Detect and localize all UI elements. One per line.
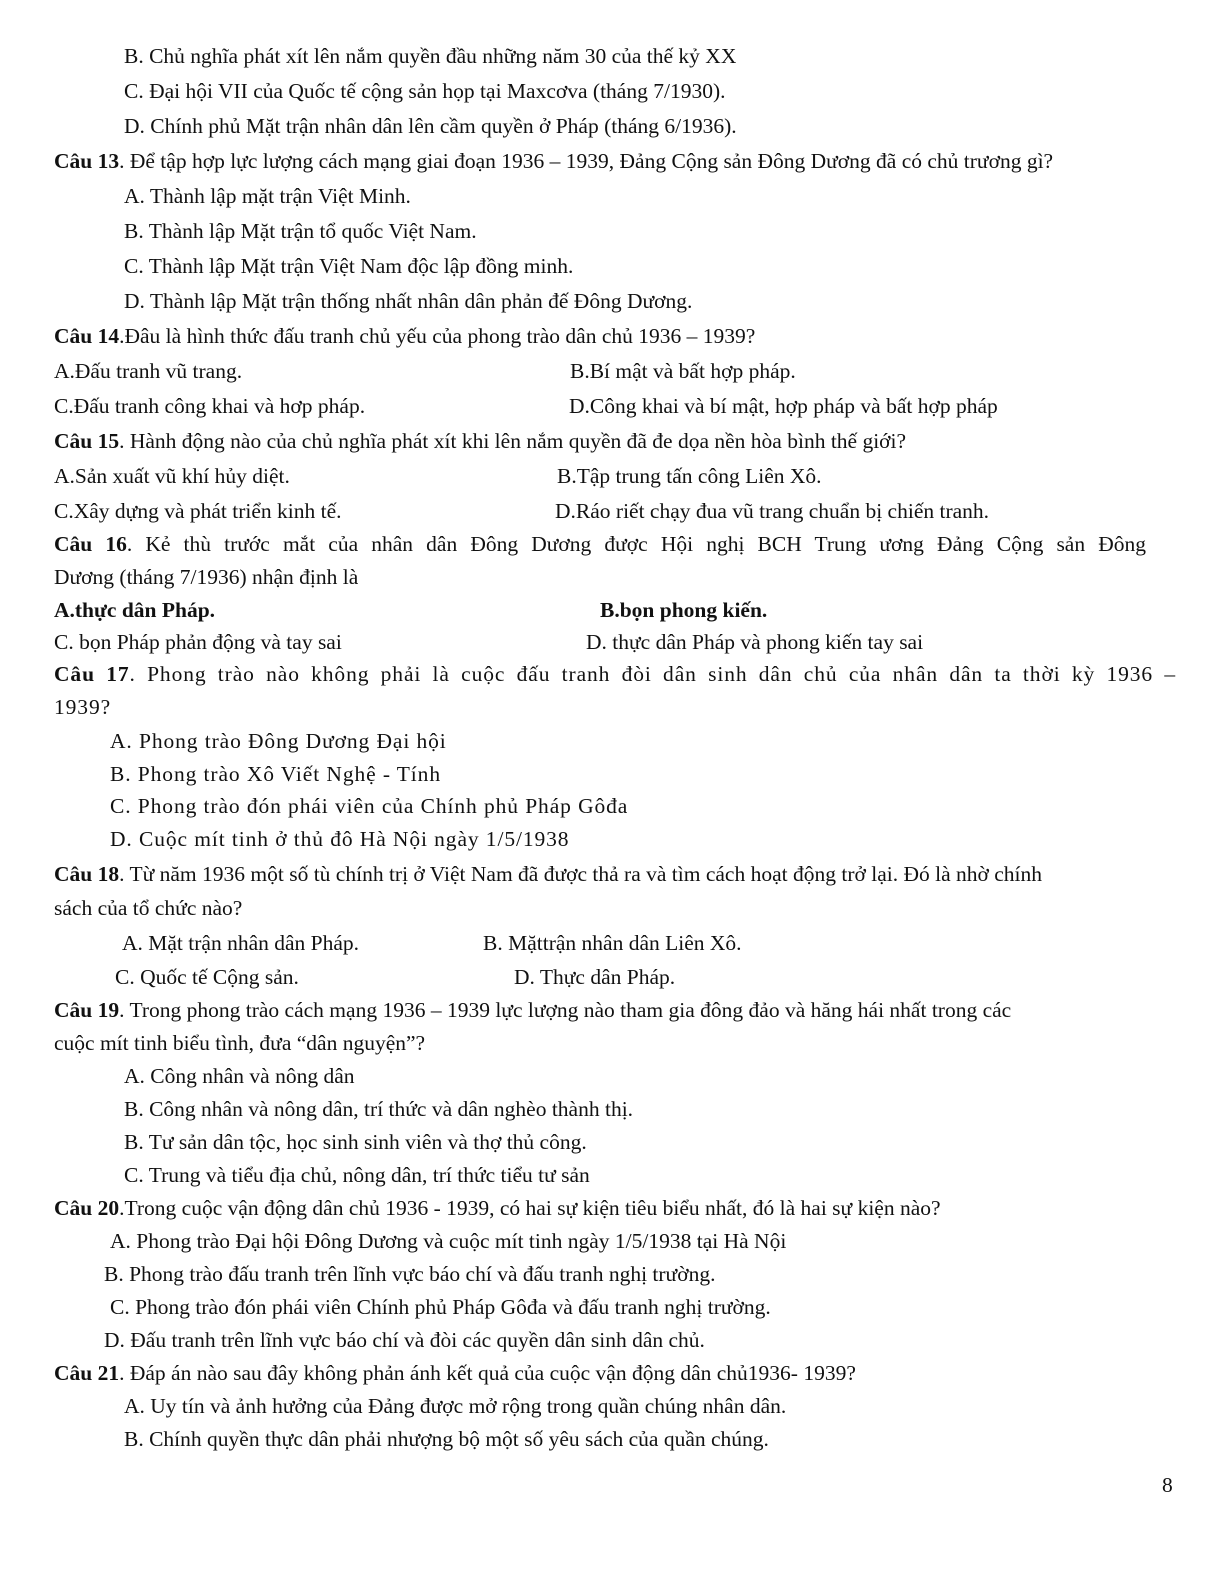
- q12-option-b: B. Chủ nghĩa phát xít lên nắm quyền đầu những năm 30 của thế kỷ XX: [124, 44, 737, 68]
- q21-option-b: B. Chính quyền thực dân phải nhượng bộ một số yêu sách của quần chúng.: [124, 1427, 769, 1451]
- question-14-label: Câu 14: [54, 324, 120, 348]
- page-number: 8: [1162, 1473, 1173, 1497]
- question-18: [54, 861, 1042, 887]
- question-21: [54, 1360, 856, 1386]
- question-19-text-cont: cuộc mít tinh biểu tình, đưa “dân nguyện”?: [54, 1031, 426, 1055]
- question-13-text: . Để tập hợp lực lượng cách mạng giai đoạn 1936 – 1939, Đảng Cộng sản Đông Dương đã có chủ trương gì?: [119, 149, 1054, 173]
- q16-option-a: A.thực dân Pháp.: [54, 598, 216, 622]
- q13-option-d: D. Thành lập Mặt trận thống nhất nhân dân phản đế Đông Dương.: [124, 289, 693, 313]
- q14-option-d: D.Công khai và bí mật, hợp pháp và bất hợp pháp: [569, 394, 998, 418]
- question-14: [54, 323, 755, 349]
- q20-option-c: C. Phong trào đón phái viên Chính phủ Pháp Gôđa và đấu tranh nghị trường.: [110, 1295, 771, 1319]
- q13-option-c: C. Thành lập Mặt trận Việt Nam độc lập đồng minh.: [124, 254, 574, 278]
- q19-option-c: C. Trung và tiểu địa chủ, nông dân, trí thức tiểu tư sản: [124, 1163, 590, 1187]
- q18-option-b: B. Mặttrận nhân dân Liên Xô.: [483, 931, 742, 955]
- q20-option-b: B. Phong trào đấu tranh trên lĩnh vực báo chí và đấu tranh nghị trường.: [104, 1262, 716, 1286]
- q18-option-c: C. Quốc tế Cộng sản.: [115, 965, 299, 989]
- q16-option-d: D. thực dân Pháp và phong kiến tay sai: [586, 630, 924, 654]
- q13-option-b: B. Thành lập Mặt trận tổ quốc Việt Nam.: [124, 219, 477, 243]
- q15-option-b: B.Tập trung tấn công Liên Xô.: [557, 464, 822, 488]
- question-19-label: Câu 19: [54, 998, 120, 1022]
- question-16-text-cont: Dương (tháng 7/1936) nhận định là: [54, 565, 359, 589]
- q15-option-d: D.Ráo riết chạy đua vũ trang chuẩn bị chiến tranh.: [555, 499, 990, 523]
- question-20-text: .Trong cuộc vận động dân chủ 1936 - 1939, có hai sự kiện tiêu biểu nhất, đó là hai sự kiện nào?: [119, 1196, 941, 1220]
- question-16: [54, 531, 1146, 557]
- question-19: [54, 997, 1011, 1023]
- q17-option-a: A. Phong trào Đông Dương Đại hội: [110, 729, 447, 753]
- q18-option-d: D. Thực dân Pháp.: [514, 965, 676, 989]
- question-16-text: . Kẻ thù trước mắt của nhân dân Đông Dương được Hội nghị BCH Trung ương Đảng Cộng sản Đông: [126, 532, 1146, 556]
- question-17: [54, 661, 1176, 687]
- q13-option-a: A. Thành lập mặt trận Việt Minh.: [124, 184, 411, 208]
- q19-option-b-alt: B. Tư sản dân tộc, học sinh sinh viên và thợ thủ công.: [124, 1130, 587, 1154]
- question-18-text-cont: sách của tổ chức nào?: [54, 896, 243, 920]
- q17-option-b: B. Phong trào Xô Viết Nghệ - Tính: [110, 762, 441, 786]
- q19-option-a: A. Công nhân và nông dân: [124, 1064, 355, 1088]
- question-13: [54, 148, 1053, 174]
- question-15-text: . Hành động nào của chủ nghĩa phát xít khi lên nắm quyền đã đe dọa nền hòa bình thế giới?: [119, 429, 907, 453]
- q21-option-a: A. Uy tín và ảnh hưởng của Đảng được mở rộng trong quần chúng nhân dân.: [124, 1394, 787, 1418]
- q17-option-d: D. Cuộc mít tinh ở thủ đô Hà Nội ngày 1/5/1938: [110, 827, 570, 851]
- question-13-label: Câu 13: [54, 149, 120, 173]
- question-15: [54, 428, 906, 454]
- question-17-text: . Phong trào nào không phải là cuộc đấu tranh đòi dân sinh dân chủ của nhân dân ta thời kỳ 1936 –: [129, 662, 1176, 686]
- question-14-text: .Đâu là hình thức đấu tranh chủ yếu của phong trào dân chủ 1936 – 1939?: [119, 324, 756, 348]
- question-21-label: Câu 21: [54, 1361, 120, 1385]
- q14-option-a: A.Đấu tranh vũ trang.: [54, 359, 243, 383]
- question-21-text: . Đáp án nào sau đây không phản ánh kết quả của cuộc vận động dân chủ1936- 1939?: [119, 1361, 856, 1385]
- q12-option-d: D. Chính phủ Mặt trận nhân dân lên cầm quyền ở Pháp (tháng 6/1936).: [124, 114, 737, 138]
- question-15-label: Câu 15: [54, 429, 120, 453]
- question-19-text: . Trong phong trào cách mạng 1936 – 1939 lực lượng nào tham gia đông đảo và hăng hái nhất trong các: [119, 998, 1012, 1022]
- q16-option-b: B.bọn phong kiến.: [600, 598, 768, 622]
- q12-option-c: C. Đại hội VII của Quốc tế cộng sản họp tại Maxcơva (tháng 7/1930).: [124, 79, 726, 103]
- question-18-text: . Từ năm 1936 một số tù chính trị ở Việt Nam đã được thả ra và tìm cách hoạt động trở lại. Đó là nhờ chính: [119, 862, 1043, 886]
- q15-option-a: A.Sản xuất vũ khí hủy diệt.: [54, 464, 290, 488]
- q14-option-c: C.Đấu tranh công khai và hơp pháp.: [54, 394, 366, 418]
- question-17-text-cont: 1939?: [54, 695, 112, 719]
- question-20-label: Câu 20: [54, 1196, 120, 1220]
- q14-option-b: B.Bí mật và bất hợp pháp.: [570, 359, 796, 383]
- q20-option-a: A. Phong trào Đại hội Đông Dương và cuộc mít tinh ngày 1/5/1938 tại Hà Nội: [110, 1229, 787, 1253]
- question-16-label: Câu 16: [54, 532, 127, 556]
- q15-option-c: C.Xây dựng và phát triển kinh tế.: [54, 499, 342, 523]
- question-20: [54, 1195, 941, 1221]
- question-18-label: Câu 18: [54, 862, 120, 886]
- q16-option-c: C. bọn Pháp phản động và tay sai: [54, 630, 342, 654]
- q20-option-d: D. Đấu tranh trên lĩnh vực báo chí và đòi các quyền dân sinh dân chủ.: [104, 1328, 705, 1352]
- q18-option-a: A. Mặt trận nhân dân Pháp.: [122, 931, 360, 955]
- q17-option-c: C. Phong trào đón phái viên của Chính phủ Pháp Gôđa: [110, 794, 629, 818]
- q19-option-b: B. Công nhân và nông dân, trí thức và dân nghèo thành thị.: [124, 1097, 634, 1121]
- question-17-label: Câu 17: [54, 662, 130, 686]
